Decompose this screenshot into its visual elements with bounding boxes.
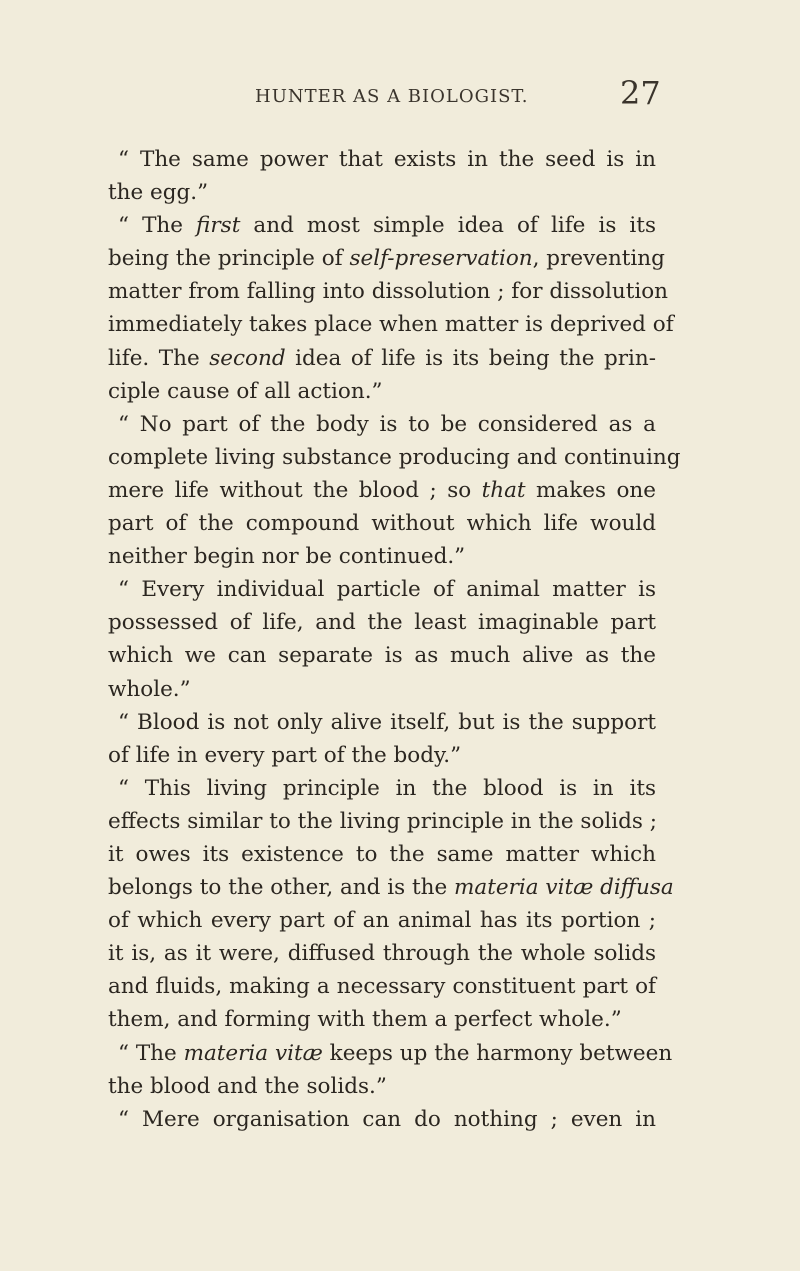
- text-line: “ Every individual particle of animal matter is: [118, 577, 656, 603]
- text-line: of which every part of an animal has its portion ;: [108, 908, 656, 934]
- text-line: complete living substance producing and continuing: [108, 444, 681, 470]
- text-line: “ The materia vitæ keeps up the harmony between: [118, 1040, 673, 1066]
- text-line: matter from falling into dissolution ; for dissolution: [108, 279, 668, 305]
- text-line: ciple cause of all action.”: [108, 378, 383, 404]
- text-line: part of the compound without which life would: [108, 511, 656, 537]
- text-line: being the principle of self-preservation, preventing: [108, 246, 665, 272]
- text-line: life. The second idea of life is its being the prin-: [108, 345, 656, 371]
- text-line: “ This living principle in the blood is in its: [118, 775, 656, 801]
- text-line: mere life without the blood ; so that makes one: [108, 477, 656, 503]
- text-line: “ The first and most simple idea of life is its: [118, 213, 656, 239]
- text-line: “ Mere organisation can do nothing ; even in: [118, 1106, 656, 1132]
- text-line: it owes its existence to the same matter which: [108, 841, 656, 867]
- text-line: immediately takes place when matter is deprived of: [108, 312, 674, 338]
- text-line: of life in every part of the body.”: [108, 742, 462, 768]
- text-line: which we can separate is as much alive as the: [108, 643, 656, 669]
- running-header: HUNTER AS A BIOLOGIST.: [255, 86, 529, 107]
- text-line: effects similar to the living principle in the solids ;: [108, 808, 658, 834]
- page-number: 27: [620, 74, 661, 112]
- text-line: “ The same power that exists in the seed is in: [118, 147, 656, 172]
- text-line: the blood and the solids.”: [108, 1073, 387, 1099]
- body-text: [108, 143, 681, 1136]
- text-line: them, and forming with them a perfect whole.”: [108, 1007, 622, 1033]
- text-line: it is, as it were, diffused through the whole solids: [108, 941, 656, 967]
- text-line: “ No part of the body is to be considered as a: [118, 411, 656, 437]
- text-line: neither begin nor be continued.”: [108, 544, 466, 570]
- text-line: “ Blood is not only alive itself, but is the support: [118, 709, 656, 735]
- text-line: belongs to the other, and is the materia vitæ diffusa: [108, 875, 674, 901]
- text-line: possessed of life, and the least imaginable part: [108, 610, 656, 636]
- text-line: the egg.”: [108, 180, 209, 206]
- text-line: and fluids, making a necessary constituent part of: [108, 974, 656, 1000]
- text-line: whole.”: [108, 676, 191, 702]
